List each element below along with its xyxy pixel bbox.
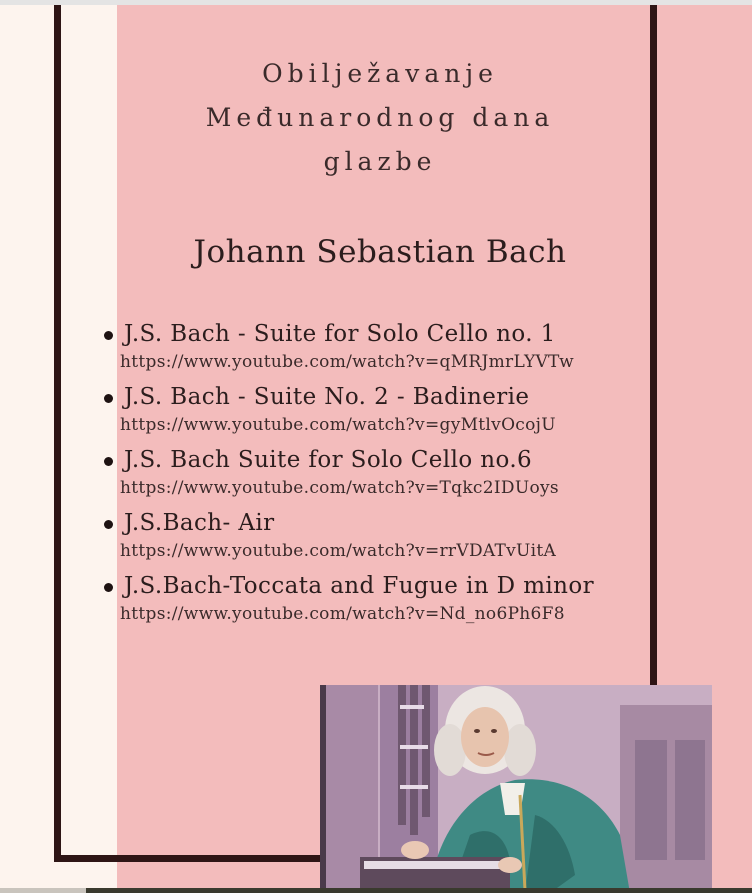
track-title: J.S.Bach-Toccata and Fugue in D minor [124,573,595,599]
page-title: Obilježavanje Međunarodnog dana glazbe [205,59,555,176]
track-link[interactable]: https://www.youtube.com/watch?v=Nd_no6Ph6F8 [120,604,565,624]
bottom-border [0,888,752,893]
track-title: J.S. Bach Suite for Solo Cello no.6 [124,447,533,473]
track-title: J.S. Bach - Suite No. 2 - Badinerie [124,384,530,410]
track-title: J.S.Bach- Air [124,510,275,536]
list-item [100,570,660,633]
track-link[interactable]: https://www.youtube.com/watch?v=qMRJmrLYVTw [120,352,574,372]
track-title: J.S. Bach - Suite for Solo Cello no. 1 [124,321,556,347]
list-item [100,318,660,381]
track-link[interactable]: https://www.youtube.com/watch?v=gyMtlvOcojU [120,415,556,435]
bullet-icon [104,331,113,340]
frame-left-bar [54,5,61,862]
composer-heading: Johann Sebastian Bach [193,234,567,270]
list-item [100,444,660,507]
frame-bottom-bar [54,855,329,862]
track-link[interactable]: https://www.youtube.com/watch?v=Tqkc2IDUoys [120,478,559,498]
list-item [100,507,660,570]
bullet-icon [104,457,113,466]
bullet-icon [104,394,113,403]
bullet-icon [104,520,113,529]
portrait-illustration [320,685,712,893]
bach-portrait-image [320,685,712,893]
track-list [100,318,660,633]
list-item [100,381,660,444]
bottom-border-dark [86,888,752,893]
bullet-icon [104,583,113,592]
track-link[interactable]: https://www.youtube.com/watch?v=rrVDATvUitA [120,541,557,561]
